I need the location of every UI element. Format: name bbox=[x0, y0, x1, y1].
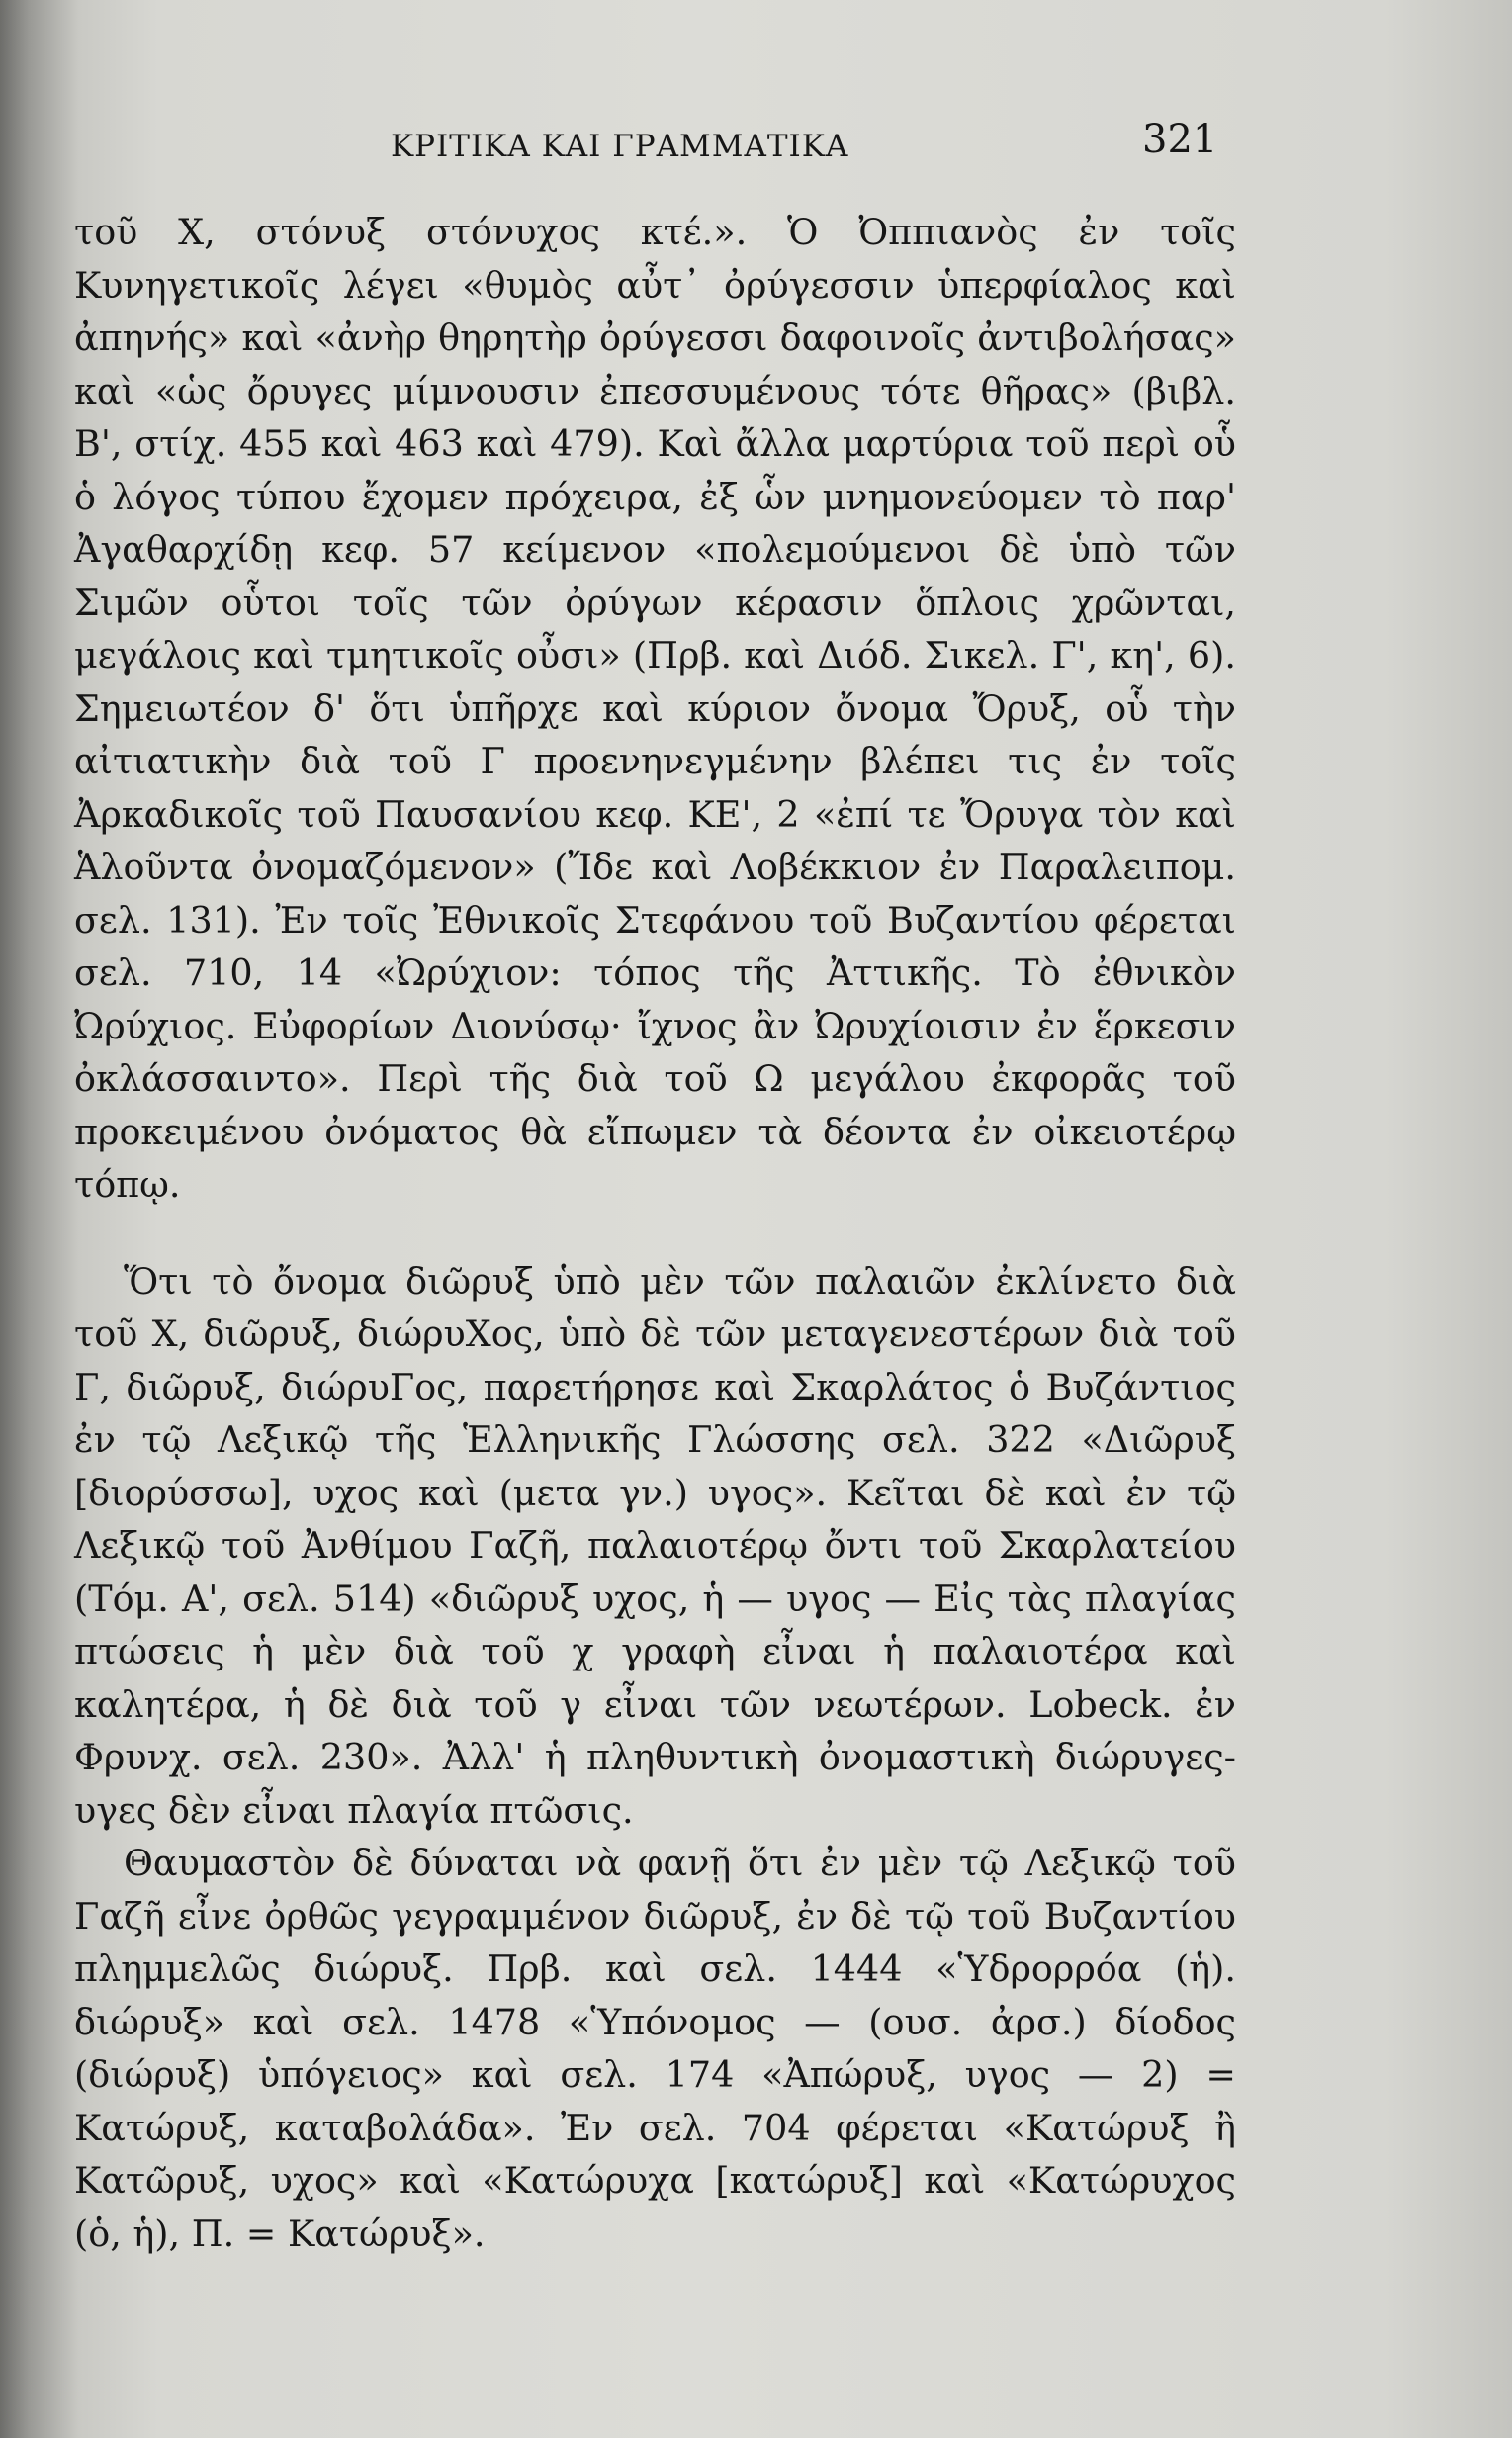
page-header bbox=[74, 109, 1236, 178]
paragraph-3: Θαυμαστὸν δὲ δύναται νὰ φανῇ ὅτι ἐν μὲν τῷ Λεξικῷ τοῦ Γαζῆ εἶνε ὀρθῶς γεγραμμένον διῶρυξ, ἐν δὲ τῷ τοῦ Βυζαντίου πλημμελῶς διώρυξ. Πρβ. καὶ σελ. 1444 «Ὑδρορρόα (ἡ). διώρυξ» καὶ σελ. 1478 «Ὑπόνομος — (ουσ. ἀρσ.) δίοδος (διώρυξ) ὑπόγειος» καὶ σελ. 174 «Ἀπώρυξ, υγος — 2) = Κατώρυξ, καταβολάδα». Ἐν σελ. 704 φέρεται «Κατώρυξ ἢ Κατῶρυξ, υχος» καὶ «Κατώρυχα [κατώρυξ] καὶ «Κατώρυχος (ὁ, ἡ), Π. = Κατώρυξ». bbox=[74, 1842, 1236, 2255]
paragraph-1: τοῦ Χ, στόνυξ στόνυχος κτέ.». Ὁ Ὀππιανὸς ἐν τοῖς Κυνηγετικοῖς λέγει «θυμὸς αὖτ᾽ ὀρύγεσσιν ὑπερφίαλος καὶ ἀπηνής» καὶ «ἀνὴρ θηρητὴρ ὀρύγεσσι δαφοινοῖς ἀντιβολήσας» καὶ «ὡς ὄρυγες μίμνουσιν ἐπεσσυμένους τότε θῆρας» (βιβλ. Β', στίχ. 455 καὶ 463 καὶ 479). Καὶ ἄλλα μαρτύρια τοῦ περὶ οὗ ὁ λόγος τύπου ἔχομεν πρόχειρα, ἐξ ὧν μνημονεύομεν τὸ παρ' Ἀγαθαρχίδῃ κεφ. 57 κείμενον «πολεμούμενοι δὲ ὑπὸ τῶν Σιμῶν οὗτοι τοῖς τῶν ὀρύγων κέρασιν ὅπλοις χρῶνται, μεγάλοις καὶ τμητικοῖς οὖσι» (Πρβ. καὶ Διόδ. Σικελ. Γ', κη', 6). Σημειωτέον δ' ὅτι ὑπῆρχε καὶ κύριον ὄνομα Ὄρυξ, οὗ τὴν αἰτιατικὴν διὰ τοῦ Γ προενηνεγμένην βλέπει τις ἐν τοῖς Ἀρκαδικοῖς τοῦ Παυσανίου κεφ. ΚΕ', 2 «ἐπί τε Ὄρυγα τὸν καὶ Ἁλοῦντα ὀνομαζόμενον» (Ἴδε καὶ Λοβέκκιον ἐν Παραλειπομ. σελ. 131). Ἐν τοῖς Ἐθνικοῖς Στεφάνου τοῦ Βυζαντίου φέρεται σελ. 710, 14 «Ὠρύχιον: τόπος τῆς Ἀττικῆς. Τὸ ἐθνικὸν Ὠρύχιος. Εὐφορίων Διονύσῳ· ἴχνος ἂν Ὠρυχίοισιν ἐν ἕρκεσιν ὀκλάσσαιντο». Περὶ τῆς διὰ τοῦ Ω μεγάλου ἐκφορᾶς τοῦ προκειμένου ὀνόματος θὰ εἴπωμεν τὰ δέοντα ἐν οἰκειοτέρῳ τόπῳ. bbox=[74, 211, 1236, 1206]
page-number: 321 bbox=[1142, 117, 1218, 162]
running-title: ΚΡΙΤΙΚΑ ΚΑΙ ΓΡΑΜΜΑΤΙΚΑ bbox=[391, 129, 849, 164]
paragraph-2: Ὅτι τὸ ὄνομα διῶρυξ ὑπὸ μὲν τῶν παλαιῶν ἐκλίνετο διὰ τοῦ Χ, διῶρυξ, διώρυΧος, ὑπὸ δὲ τῶν μεταγενεστέρων διὰ τοῦ Γ, διῶρυξ, διώρυΓος, παρετήρησε καὶ Σκαρλάτος ὁ Βυζάντιος ἐν τῷ Λεξικῷ τῆς Ἑλληνικῆς Γλώσσης σελ. 322 «Διῶρυξ [διορύσσω], υχος καὶ (μετα γν.) υγος». Κεῖται δὲ καὶ ἐν τῷ Λεξικῷ τοῦ Ἀνθίμου Γαζῆ, παλαιοτέρῳ ὄντι τοῦ Σκαρλατείου (Τόμ. Α', σελ. 514) «διῶρυξ υχος, ἡ — υγος — Εἰς τὰς πλαγίας πτώσεις ἡ μὲν διὰ τοῦ χ γραφὴ εἶναι ἡ παλαιοτέρα καὶ καλητέρα, ἡ δὲ διὰ τοῦ γ εἶναι τῶν νεωτέρων. Lobeck. ἐν Φρυνχ. σελ. 230». Ἀλλ' ἡ πληθυντικὴ ὀνομαστικὴ διώρυγες-υγες δὲν εἶναι πλαγία πτῶσις. bbox=[74, 1259, 1236, 1832]
body-text bbox=[74, 206, 1236, 2260]
page-content bbox=[74, 109, 1236, 2260]
